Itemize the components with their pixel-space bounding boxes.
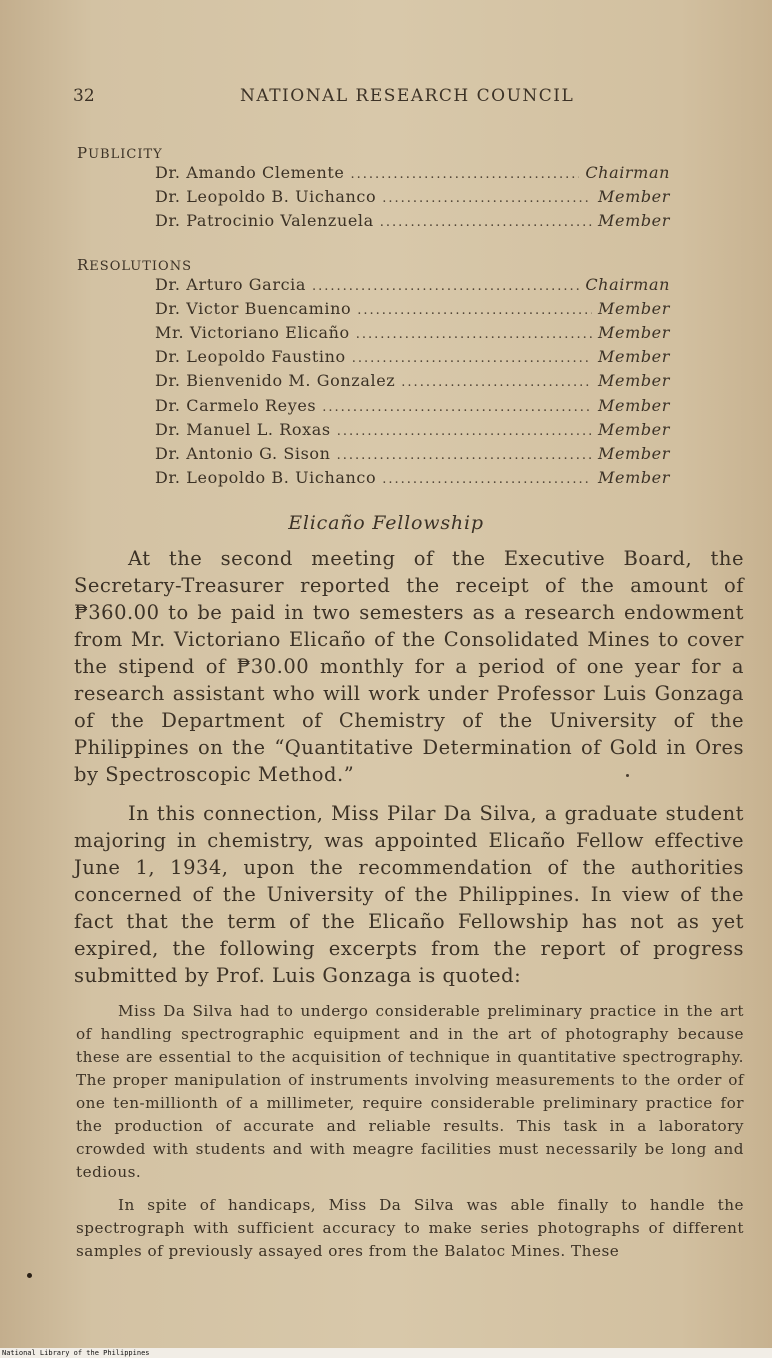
dot-leader: [352, 351, 592, 366]
dot-leader: [357, 303, 592, 318]
dot-leader: [356, 327, 592, 342]
committee-title-resolutions: RESOLUTIONS: [77, 256, 192, 274]
committee-member-row: [155, 275, 670, 297]
member-name: Dr. Antonio G. Sison: [155, 444, 331, 463]
member-name: Dr. Victor Buencamino: [155, 299, 352, 318]
dot-leader: [380, 215, 592, 230]
member-name: Dr. Patrocinio Valenzuela: [155, 211, 374, 230]
committee-member-row: [155, 420, 670, 442]
member-name: Dr. Leopoldo Faustino: [155, 347, 346, 366]
dot-leader: [382, 472, 592, 487]
quoted-paragraph: In spite of handicaps, Miss Da Silva was able finally to handle the spectrograph with sufficient accuracy to make series photographs of different samples of previously assayed ores from the Balatoc Mines. These: [76, 1196, 744, 1260]
member-name: Dr. Leopoldo B. Uichanco: [155, 187, 377, 206]
member-role: Member: [598, 187, 670, 206]
member-name: Dr. Leopoldo B. Uichanco: [155, 468, 377, 487]
page-number: 32: [73, 86, 95, 106]
member-role: Member: [598, 211, 670, 230]
member-role: Member: [598, 468, 670, 487]
committee-member-row: [155, 396, 670, 418]
member-role: Member: [598, 396, 670, 415]
dot-leader: [312, 279, 579, 294]
committee-member-row: [155, 187, 670, 209]
member-name: Dr. Manuel L. Roxas: [155, 420, 331, 439]
member-role: Member: [598, 299, 670, 318]
page-header: [0, 86, 772, 110]
member-role: Chairman: [585, 275, 670, 294]
committee-member-row: [155, 211, 670, 233]
committee-member-row: [155, 468, 670, 490]
dot-leader: [322, 400, 592, 415]
dot-leader: [337, 448, 592, 463]
member-role: Member: [598, 323, 670, 342]
committee-member-row: [155, 323, 670, 345]
ink-spot: [626, 774, 629, 777]
dot-leader: [337, 424, 592, 439]
committee-member-row: [155, 371, 670, 393]
member-role: Chairman: [585, 163, 670, 182]
dot-leader: [351, 167, 580, 182]
member-role: Member: [598, 444, 670, 463]
committee-member-row: [155, 444, 670, 466]
committee-title-publicity: PUBLICITY: [77, 144, 163, 162]
body-paragraph: At the second meeting of the Executive Board, the Secretary-Treasurer reported the receipt of the amount of ₱360.00 to be paid in two semesters as a research endowment from Mr. Victoriano Elicaño of the Consolidated Mines to cover the stipend of ₱30.00 monthly for a period of one year for a research assistant who will work under Professor Luis Gonzaga of the Department of Chemistry of the University of the Philippines on the “Quantitative Determination of Gold in Ores by Spectroscopic Method.”: [74, 547, 744, 786]
running-head: NATIONAL RESEARCH COUNCIL: [240, 86, 575, 106]
section-title: Elicaño Fellowship: [288, 512, 484, 534]
scan-footer: National Library of the Philippines: [0, 1348, 772, 1358]
quoted-paragraph: Miss Da Silva had to undergo considerable preliminary practice in the art of handling spectrographic equipment and in the art of photography because these are essential to the acquisition of technique in quantitative spectrography. The proper manipulation of instruments involving measurements to the order of one ten-millionth of a millimeter, require considerable preliminary practice for the production of accurate and reliable results. This task in a laboratory crowded with students and with meagre facilities must necessarily be long and tedious.: [76, 1002, 744, 1181]
member-name: Dr. Arturo Garcia: [155, 275, 306, 294]
ink-spot: [27, 1273, 32, 1278]
member-name: Dr. Carmelo Reyes: [155, 396, 317, 415]
body-paragraph: In this connection, Miss Pilar Da Silva, a graduate student majoring in chemistry, was appointed Elicaño Fellow effective June 1, 1934, upon the recommendation of the authorities concerned of the University of the Philippines. In view of the fact that the term of the Elicaño Fellowship has not as yet expired, the following excerpts from the report of progress submitted by Prof. Luis Gonzaga is quoted:: [74, 802, 744, 987]
member-role: Member: [598, 371, 670, 390]
dot-leader: [382, 191, 592, 206]
committee-member-row: [155, 163, 670, 185]
member-name: Mr. Victoriano Elicaño: [155, 323, 350, 342]
member-name: Dr. Bienvenido M. Gonzalez: [155, 371, 396, 390]
committee-member-row: [155, 299, 670, 321]
member-name: Dr. Amando Clemente: [155, 163, 345, 182]
member-role: Member: [598, 347, 670, 366]
member-role: Member: [598, 420, 670, 439]
committee-member-row: [155, 347, 670, 369]
dot-leader: [401, 375, 592, 390]
